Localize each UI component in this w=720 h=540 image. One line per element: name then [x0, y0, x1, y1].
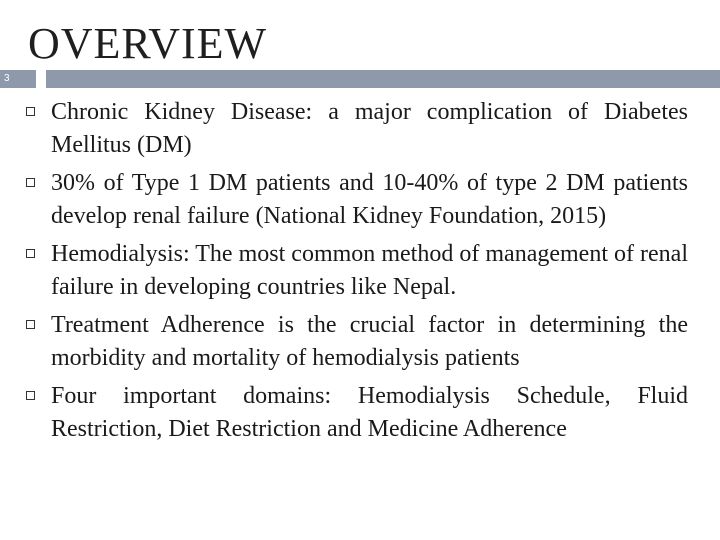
bullet-text: 30% of Type 1 DM patients and 10-40% of type 2 DM patients develop renal failure (National Kidney Foundation, 2015) [51, 170, 688, 229]
hollow-square-bullet-icon [26, 178, 35, 187]
hollow-square-bullet-icon [26, 391, 35, 400]
list-item [26, 167, 688, 233]
page-number: 3 [0, 70, 36, 88]
hollow-square-bullet-icon [26, 320, 35, 329]
bullet-text: Treatment Adherence is the crucial factor in determining the morbidity and mortality of hemodialysis patients [51, 312, 688, 371]
title-underline-bar [46, 70, 720, 88]
title-rule [0, 70, 720, 90]
bullet-text: Four important domains: Hemodialysis Schedule, Fluid Restriction, Diet Restriction and Medicine Adherence [51, 383, 688, 442]
bullet-list [26, 96, 688, 451]
slide-title: OVERVIEW [28, 19, 268, 68]
bullet-text: Hemodialysis: The most common method of management of renal failure in developing countries like Nepal. [51, 241, 688, 300]
hollow-square-bullet-icon [26, 249, 35, 258]
list-item [26, 238, 688, 304]
list-item [26, 309, 688, 375]
list-item [26, 380, 688, 446]
bullet-text: Chronic Kidney Disease: a major complication of Diabetes Mellitus (DM) [51, 99, 688, 158]
list-item [26, 96, 688, 162]
hollow-square-bullet-icon [26, 107, 35, 116]
